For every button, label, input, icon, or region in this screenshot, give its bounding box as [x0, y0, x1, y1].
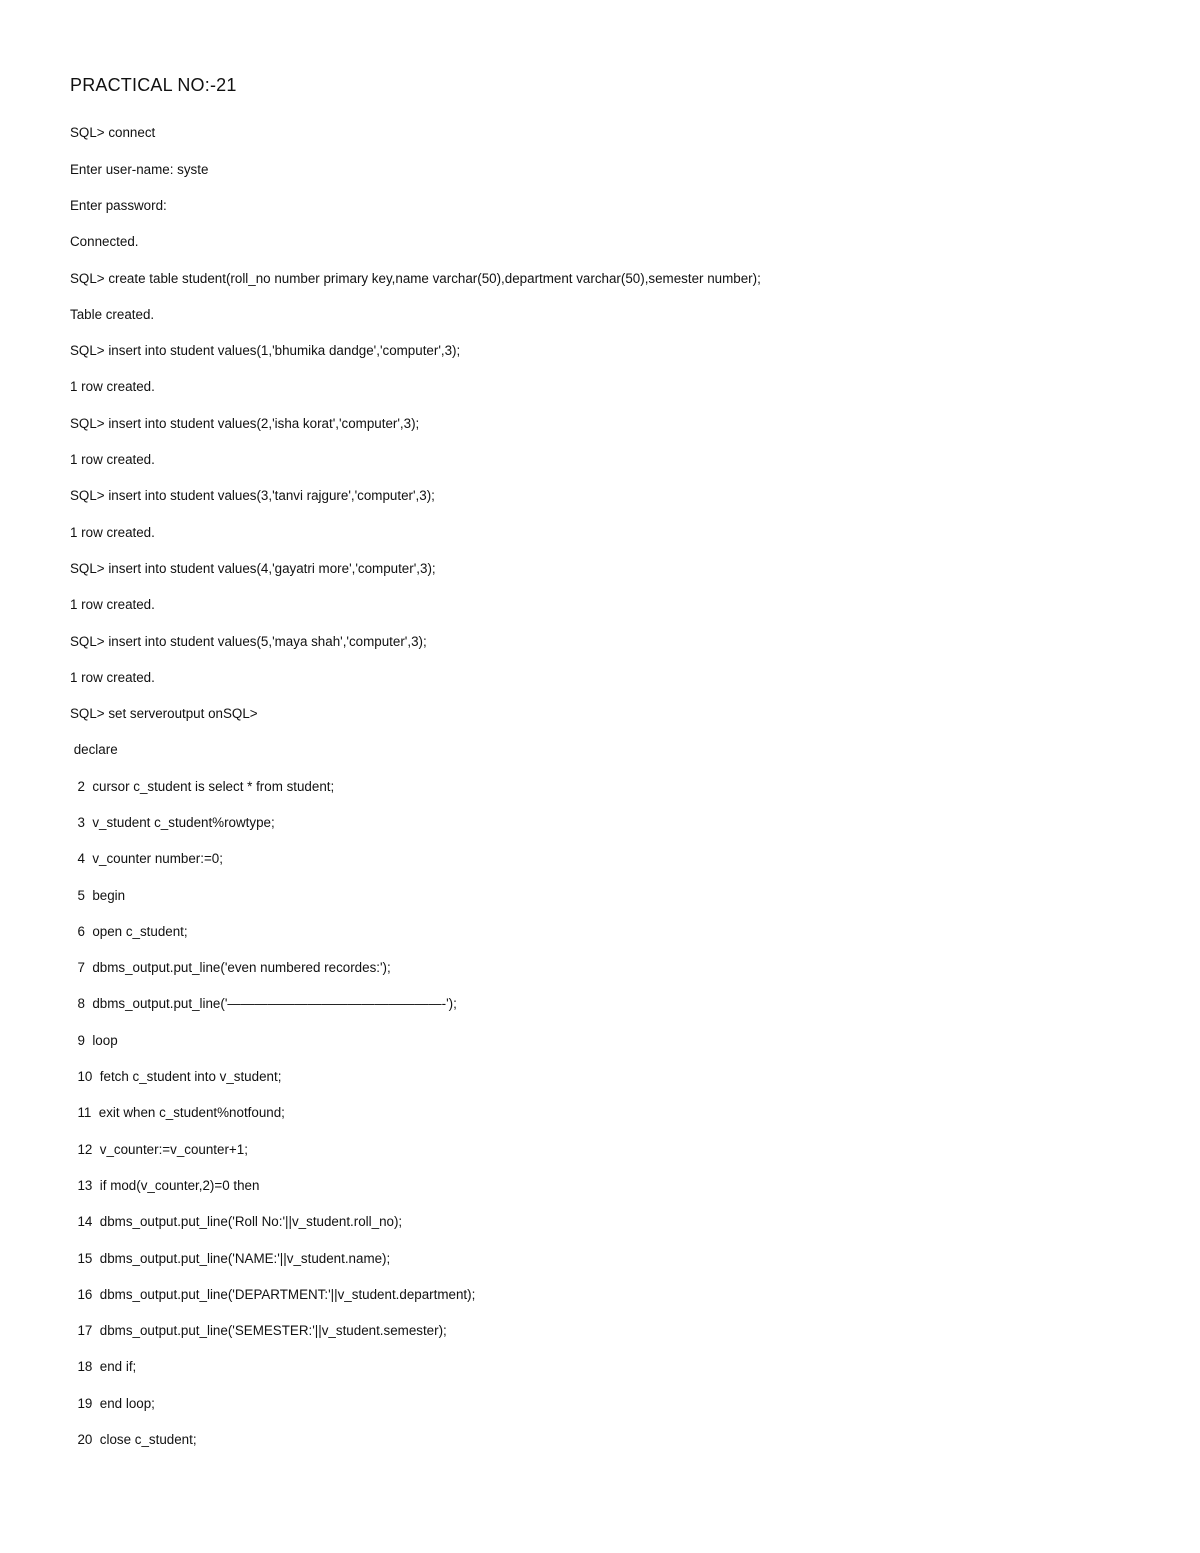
transcript-line: 15 dbms_output.put_line('NAME:'||v_student.name);	[70, 1251, 391, 1266]
transcript-line: 2 cursor c_student is select * from student;	[70, 779, 335, 794]
transcript-line: 14 dbms_output.put_line('Roll No:'||v_student.roll_no);	[70, 1214, 403, 1229]
transcript-line: 5 begin	[70, 888, 126, 903]
transcript-line: SQL> connect	[70, 125, 156, 140]
transcript-line: 13 if mod(v_counter,2)=0 then	[70, 1178, 260, 1193]
transcript-line: 1 row created.	[70, 379, 155, 394]
transcript-line: 1 row created.	[70, 452, 155, 467]
transcript-line: SQL> insert into student values(5,'maya shah','computer',3);	[70, 634, 427, 649]
transcript-line: SQL> insert into student values(3,'tanvi rajgure','computer',3);	[70, 488, 435, 503]
transcript-line: 10 fetch c_student into v_student;	[70, 1069, 282, 1084]
page-title: PRACTICAL NO:-21	[70, 75, 237, 95]
transcript-line: Enter user-name: syste	[70, 162, 209, 177]
transcript-line: 17 dbms_output.put_line('SEMESTER:'||v_student.semester);	[70, 1323, 447, 1338]
transcript-line: 19 end loop;	[70, 1396, 155, 1411]
transcript-line: Enter password:	[70, 198, 167, 213]
transcript-line: SQL> create table student(roll_no number primary key,name varchar(50),department varchar(50),semester number);	[70, 271, 761, 286]
transcript-line: Table created.	[70, 307, 155, 322]
transcript-line: 16 dbms_output.put_line('DEPARTMENT:'||v_student.department);	[70, 1287, 476, 1302]
transcript-line: 20 close c_student;	[70, 1432, 197, 1447]
transcript-line: 1 row created.	[70, 670, 155, 685]
transcript-line: 7 dbms_output.put_line('even numbered recordes:');	[70, 960, 391, 975]
transcript-line: SQL> set serveroutput onSQL>	[70, 706, 258, 721]
transcript-line: SQL> insert into student values(2,'isha korat','computer',3);	[70, 416, 420, 431]
transcript-line: Connected.	[70, 234, 139, 249]
transcript-line: 1 row created.	[70, 525, 155, 540]
transcript-line: SQL> insert into student values(1,'bhumika dandge','computer',3);	[70, 343, 461, 358]
transcript-line: 18 end if;	[70, 1359, 137, 1374]
transcript-line: 11 exit when c_student%notfound;	[70, 1105, 285, 1120]
transcript-line: 12 v_counter:=v_counter+1;	[70, 1142, 248, 1157]
transcript-line: declare	[70, 742, 118, 757]
transcript-line: 1 row created.	[70, 597, 155, 612]
transcript-line: SQL> insert into student values(4,'gayatri more','computer',3);	[70, 561, 436, 576]
transcript-line: 6 open c_student;	[70, 924, 188, 939]
transcript-line: 9 loop	[70, 1033, 118, 1048]
transcript-line: 4 v_counter number:=0;	[70, 851, 223, 866]
transcript-line: 3 v_student c_student%rowtype;	[70, 815, 275, 830]
transcript-line: 8 dbms_output.put_line('————————————————-');	[70, 996, 457, 1011]
